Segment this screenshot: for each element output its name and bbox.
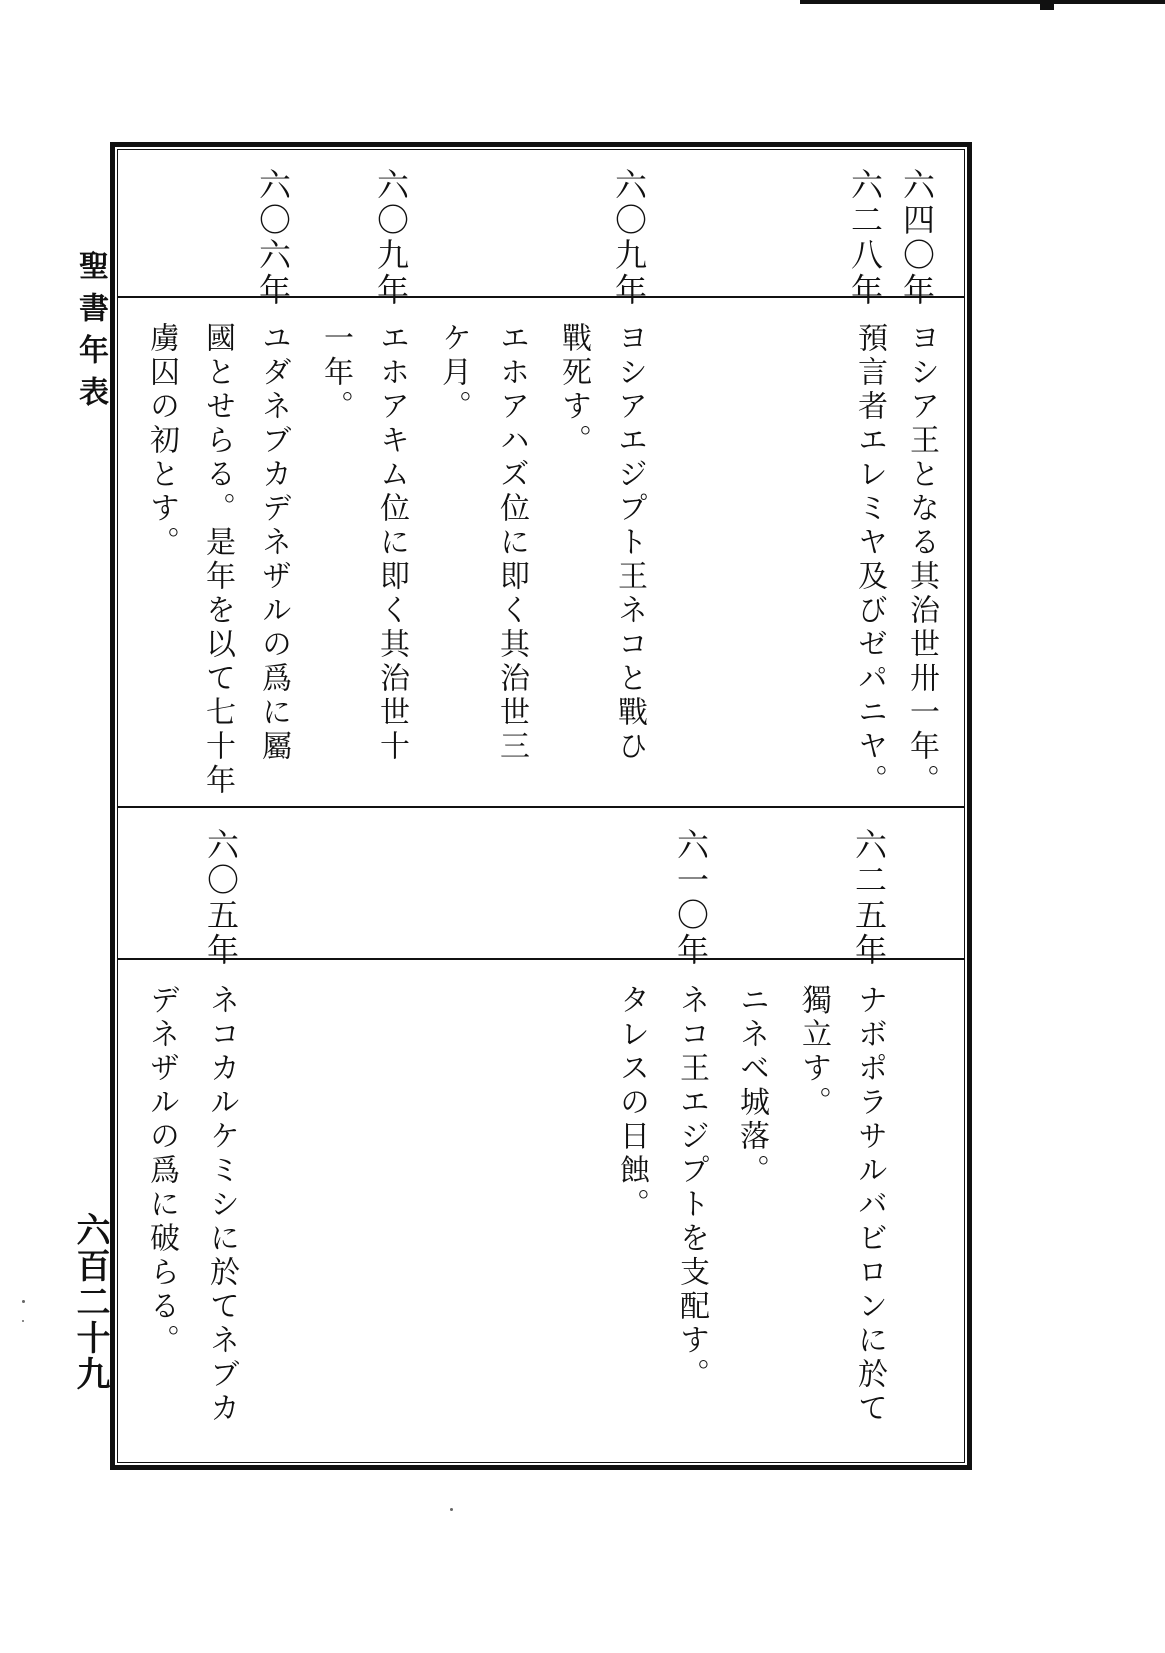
top-edge-rule	[800, 0, 1165, 4]
scan-speck	[22, 1300, 25, 1303]
scan-speck	[22, 1320, 24, 1322]
lower-entry-4: ネコ王エジプトを支配す。	[674, 984, 709, 1392]
upper-year-1: 六四〇年	[898, 168, 936, 308]
lower-year-2: 六一〇年	[672, 828, 710, 968]
upper-year-2: 六二八年	[846, 168, 884, 308]
upper-entry-4: 戰死す。	[556, 322, 591, 458]
lower-year-divider	[117, 958, 965, 960]
upper-year-divider	[117, 296, 965, 298]
upper-entry-5: エホアハズ位に即く其治世三	[494, 322, 529, 764]
upper-entry-8: 一年。	[318, 322, 353, 424]
upper-year-3: 六〇九年	[610, 168, 648, 308]
running-title: 聖書年表	[73, 250, 108, 418]
lower-year-1: 六二五年	[850, 828, 888, 968]
section-divider	[117, 806, 965, 808]
scan-speck	[450, 1508, 453, 1511]
lower-entry-7: デネザルの爲に破らる。	[144, 984, 179, 1358]
upper-entry-9: ユダネブカデネザルの爲に屬	[256, 322, 291, 764]
lower-entry-6: ネコカルケミシに於てネブカ	[204, 984, 239, 1426]
upper-entry-2: 預言者エレミヤ及びゼパニヤ。	[852, 322, 887, 798]
upper-entry-1: ヨシア王となる其治世卅一年。	[904, 322, 939, 798]
upper-entry-7: エホアキム位に即く其治世十	[374, 322, 409, 764]
upper-entry-11: 虜囚の初とす。	[144, 322, 179, 560]
upper-year-4: 六〇九年	[372, 168, 410, 308]
page-number: 六百二十九	[70, 1212, 110, 1392]
upper-entry-6: ケ月。	[436, 322, 471, 424]
upper-entry-10: 國とせらる。是年を以て七十年	[200, 322, 235, 798]
upper-year-5: 六〇六年	[254, 168, 292, 308]
top-edge-mark	[1040, 0, 1054, 10]
lower-year-3: 六〇五年	[202, 828, 240, 968]
lower-entry-2: 獨立す。	[796, 984, 831, 1120]
upper-entry-3: ヨシアエジプト王ネコと戰ひ	[612, 322, 647, 764]
lower-entry-5: タレスの日蝕。	[614, 984, 649, 1222]
lower-entry-3: ニネベ城落。	[734, 984, 769, 1188]
lower-entry-1: ナボポラサルバビロンに於て	[852, 984, 887, 1426]
